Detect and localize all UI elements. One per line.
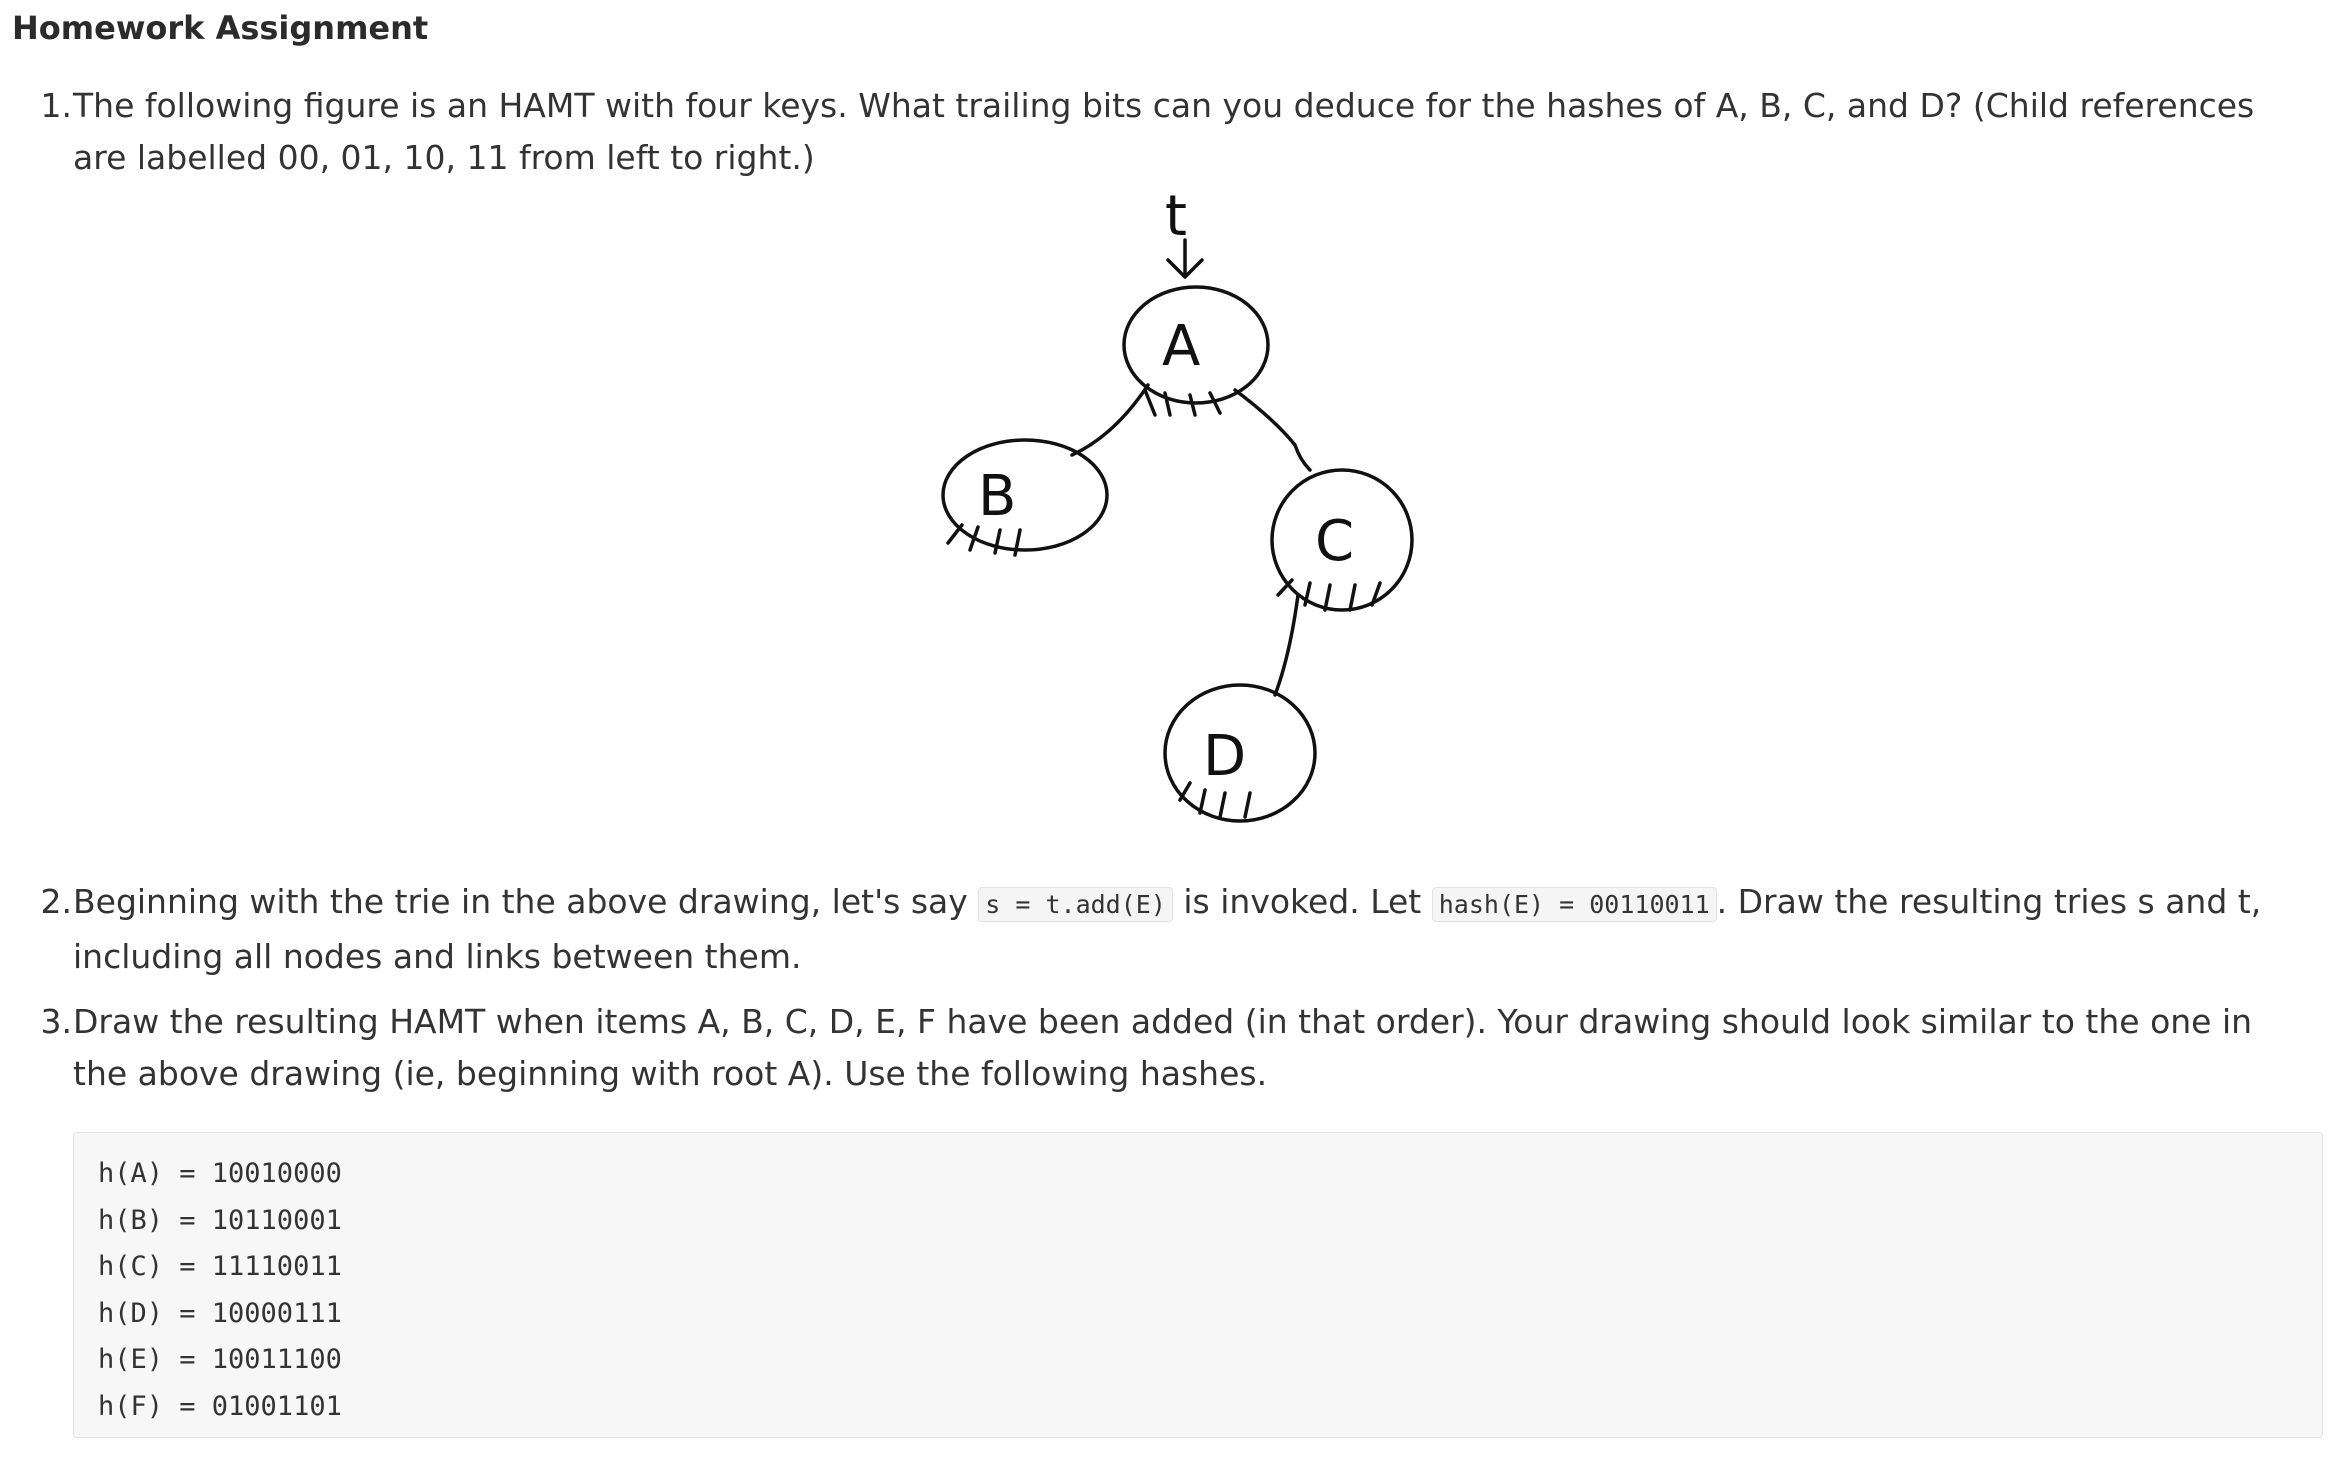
hamt-figure	[900, 185, 1460, 845]
node-b-label: B	[978, 464, 1017, 529]
hash-line: h(F) = 01001101	[98, 1390, 342, 1422]
question-text: The following figure is an HAMT with four keys. What trailing bits can you deduce for the hashes of A, B, C, and D? (Child references are labelled 00, 01, 10, 11 from left to right.)	[73, 86, 2255, 177]
question-text-part: . Draw the resulting tries s and t, including all nodes and links between them.	[73, 882, 2262, 976]
question-number: 3.	[40, 1002, 72, 1041]
question-text-part: is invoked. Let	[1172, 882, 1432, 921]
node-c-tick	[1350, 585, 1355, 610]
hash-line: h(A) = 10010000	[98, 1158, 342, 1189]
question-2	[30, 876, 2300, 983]
code-add-e: s = t.add(E)	[978, 887, 1173, 922]
node-d-tick	[1200, 790, 1205, 813]
hash-line: h(E) = 10011100	[98, 1344, 342, 1375]
node-d-label: D	[1203, 724, 1247, 789]
node-d-tick	[1220, 793, 1225, 817]
question-1	[30, 80, 2300, 184]
code-hash-e: hash(E) = 00110011	[1432, 887, 1717, 922]
question-number: 2.	[40, 882, 72, 921]
hamt-drawing	[900, 185, 1460, 845]
node-a-label: A	[1162, 314, 1201, 379]
edge-c-d	[1275, 595, 1298, 695]
node-a-tick	[1190, 395, 1195, 415]
edge-a-c	[1235, 390, 1310, 470]
page-title: Homework Assignment	[12, 9, 429, 47]
question-text: Draw the resulting HAMT when items A, B, C, D, E, F have been added (in that order). Your drawing should look similar to the one in the above drawing (ie, beginning with root A). Use the following hashes.	[73, 1002, 2253, 1093]
node-d-tick	[1245, 793, 1250, 817]
question-number: 1.	[40, 86, 72, 125]
question-text-part: Beginning with the trie in the above drawing, let's say	[73, 882, 979, 921]
root-label-t: t	[1165, 185, 1187, 249]
hash-line: h(C) = 11110011	[98, 1251, 342, 1282]
question-text	[73, 876, 2300, 983]
question-3	[30, 996, 2300, 1100]
node-c-label: C	[1315, 509, 1355, 574]
hash-line: h(D) = 10000111	[98, 1297, 342, 1329]
node-b-tick	[995, 530, 1000, 553]
node-b-circle	[943, 440, 1107, 550]
node-b-tick	[948, 525, 962, 543]
edge-a-b	[1072, 385, 1148, 455]
hash-line: h(B) = 10110001	[98, 1204, 342, 1236]
node-c-tick	[1325, 585, 1330, 610]
node-a-tick	[1165, 393, 1170, 415]
hash-code-block	[73, 1132, 2323, 1438]
